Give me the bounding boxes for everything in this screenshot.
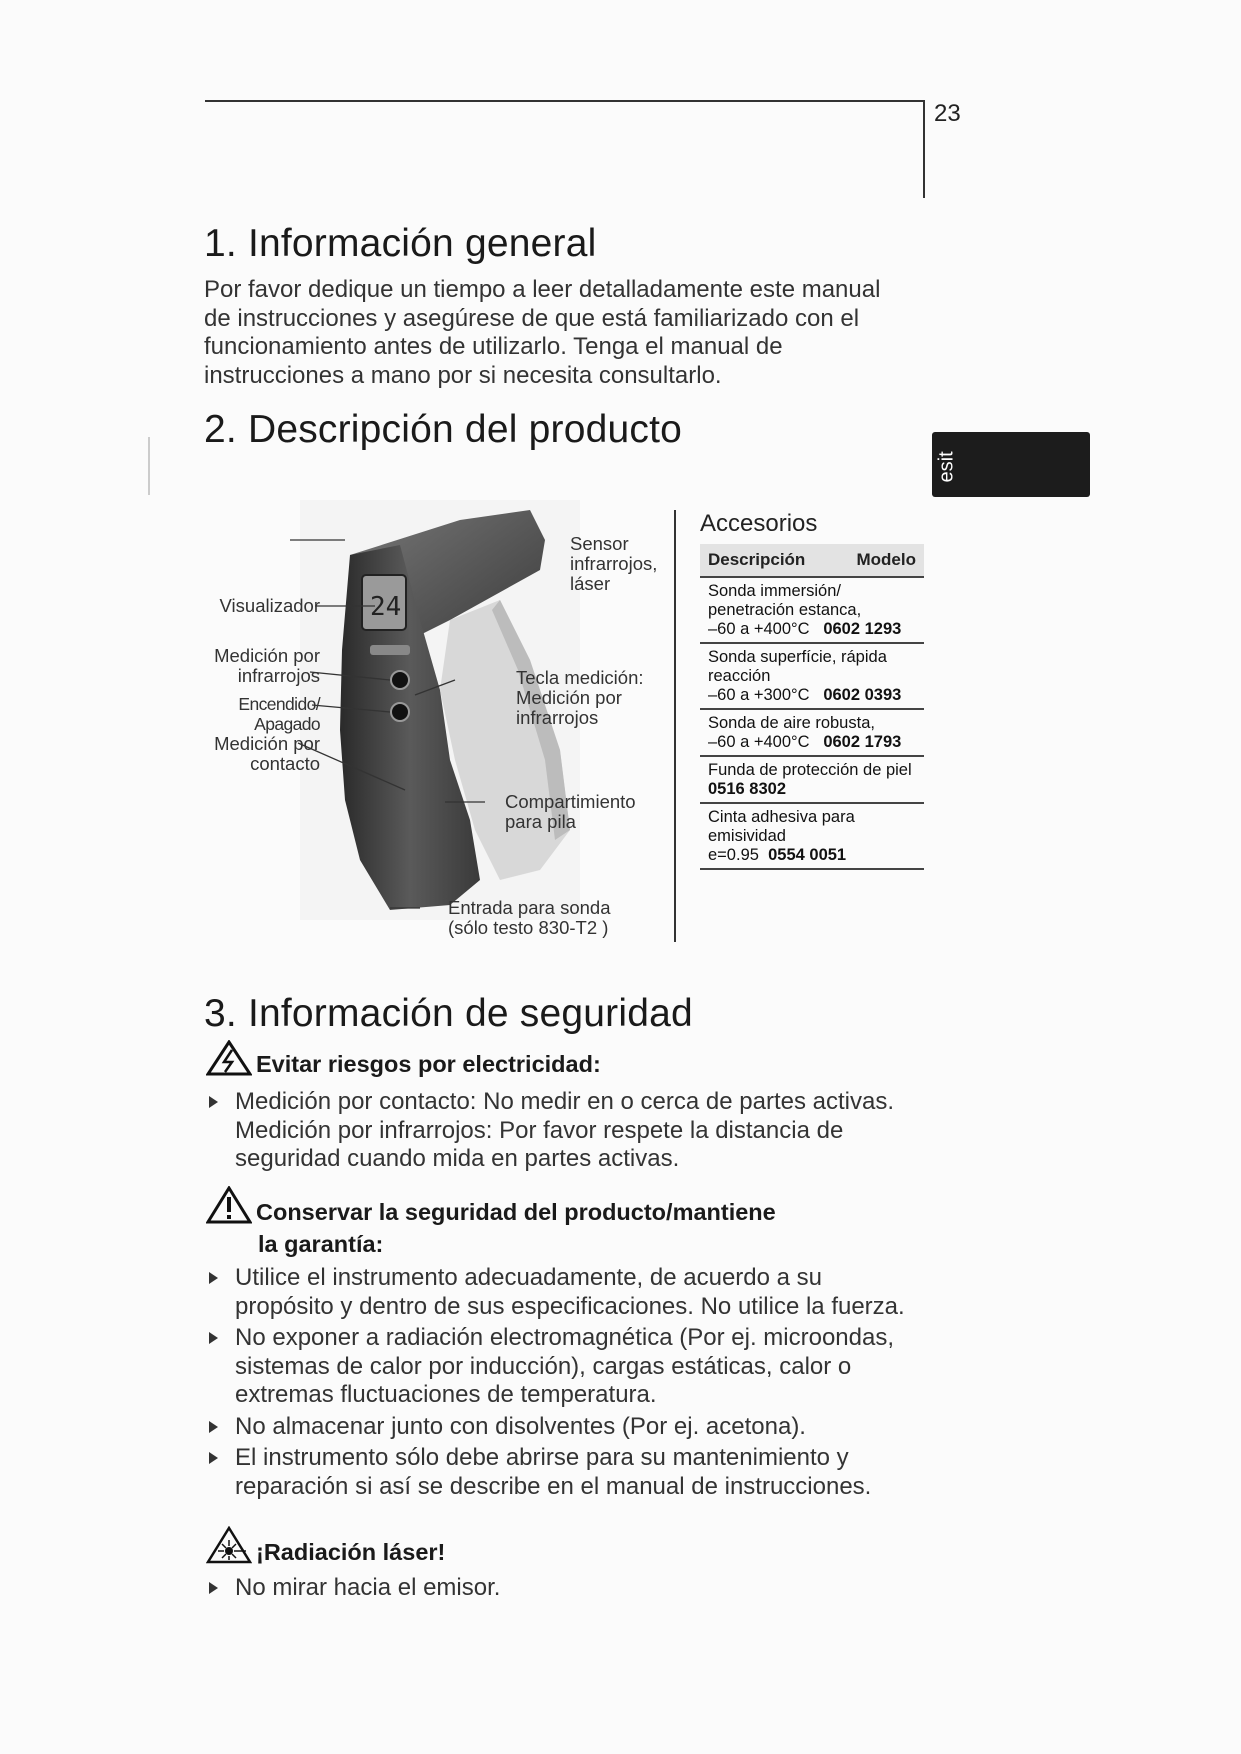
warning-electricity <box>206 1040 926 1174</box>
table-row: Funda de protección de piel 0516 8302 <box>700 757 924 804</box>
text-line: de instrucciones y asegúrese de que está familiarizado con el <box>204 304 860 332</box>
label-on-off: Encendido/ Apagado <box>238 694 320 734</box>
accessories-table <box>700 510 924 870</box>
side-rule <box>923 100 925 198</box>
top-rule <box>205 100 923 102</box>
header-model: Modelo <box>856 550 916 569</box>
header-description: Descripción <box>708 550 806 569</box>
list-item: No mirar hacia el emisor. <box>206 1574 926 1603</box>
label-probe-input: Entrada para sonda (sólo testo 830-T2 ) <box>448 897 611 938</box>
list-item: El instrumento sólo debe abrirse para su mantenimiento y reparación si así se describe en el manual de instrucciones. <box>206 1444 926 1501</box>
table-row: Sonda immersión/ penetración estanca, –60 a +400°C 0602 1293 <box>700 578 924 644</box>
warning-product-safety <box>206 1186 926 1501</box>
label-contact-measurement: Medición por contacto <box>214 733 320 774</box>
text-line: Por favor dedique un tiempo a leer detalladamente este manual <box>204 276 881 303</box>
label-display: Visualizador <box>219 595 320 616</box>
bullet-arrow-icon <box>209 1421 218 1433</box>
section-title-safety: 3. Información de seguridad <box>204 992 693 1035</box>
warning-title-cont: la garantía: <box>258 1231 384 1257</box>
warning-title: Conservar la seguridad del producto/mantiene <box>256 1199 776 1225</box>
label-battery: Compartimiento para pila <box>505 791 636 832</box>
bullet-arrow-icon <box>209 1332 218 1344</box>
table-row: Cinta adhesiva para emisividad e=0.95 0554 0051 <box>700 804 924 870</box>
language-tab <box>932 432 1090 497</box>
product-figure <box>200 500 680 950</box>
table-row: Sonda de aire robusta, –60 a +400°C 0602 1793 <box>700 710 924 757</box>
accessories-title: Accesorios <box>700 510 818 537</box>
page-number: 23 <box>934 100 961 127</box>
label-sensor: Sensor infrarrojos, láser <box>570 533 658 594</box>
bullet-arrow-icon <box>209 1096 218 1108</box>
column-divider <box>674 510 676 942</box>
table-row: Sonda superfície, rápida reacción –60 a +300°C 0602 0393 <box>700 644 924 710</box>
text-line: funcionamiento antes de utilizarlo. Tenga el manual de <box>204 333 783 360</box>
bullet-arrow-icon <box>209 1582 218 1594</box>
general-paragraph <box>204 276 924 390</box>
list-item: No exponer a radiación electromagnética (Por ej. microondas, sistemas de calor por inducción), cargas estáticas, calor o extremas fluctuaciones de temperatura. <box>206 1324 926 1410</box>
text-line: instrucciones a mano por si necesita consultarlo. <box>204 361 722 389</box>
language-tab-label: esit <box>935 451 958 483</box>
accessories-header <box>700 544 924 578</box>
bullet-arrow-icon <box>209 1272 218 1284</box>
electric-hazard-icon <box>206 1040 252 1082</box>
laser-hazard-icon <box>206 1526 252 1570</box>
section-title-general: 1. Información general <box>204 222 597 265</box>
label-measure-key: Tecla medición: Medición por infrarrojos <box>516 667 644 728</box>
list-item: Utilice el instrumento adecuadamente, de acuerdo a su propósito y dentro de sus especificaciones. No utilice la fuerza. <box>206 1264 926 1321</box>
margin-mark <box>148 437 150 495</box>
warning-icon <box>206 1186 252 1230</box>
warning-title: Evitar riesgos por electricidad: <box>256 1051 601 1077</box>
section-title-description: 2. Descripción del producto <box>204 408 682 451</box>
list-item: Medición por contacto: No medir en o cerca de partes activas. Medición por infrarrojos: Por favor respete la distancia de seguridad cuando mida en partes activas. <box>206 1088 926 1174</box>
list-item: No almacenar junto con disolventes (Por ej. acetona). <box>206 1413 926 1442</box>
bullet-arrow-icon <box>209 1452 218 1464</box>
label-ir-measurement: Medición por infrarrojos <box>214 645 320 686</box>
display-reading: 24 <box>370 592 402 622</box>
warning-title: ¡Radiación láser! <box>256 1539 446 1565</box>
warning-laser <box>206 1526 926 1603</box>
